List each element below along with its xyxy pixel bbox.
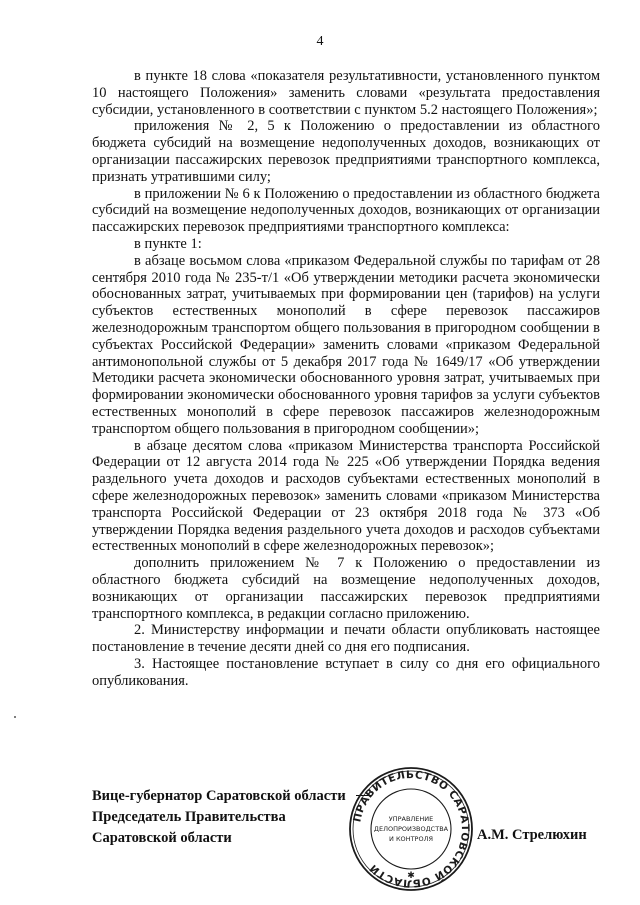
paragraph-publication-order: 2. Министерству информации и печати области опубликовать настоящее постановление в течение десяти дней со дня его подписания. xyxy=(92,622,600,656)
signature-block xyxy=(92,786,346,849)
seal-outer-text: ПРАВИТЕЛЬСТВО САРАТОВСКОЙ ОБЛАСТИ xyxy=(351,768,472,890)
page-number: 4 xyxy=(316,34,324,49)
seal-inner-line: ДЕЛОПРОИЗВОДСТВА xyxy=(373,825,449,833)
signatory-name: А.М. Стрелюхин xyxy=(477,827,587,843)
paragraph-eighth-subparagraph: в абзаце восьмом слова «приказом Федеральной службы по тарифам от 28 сентября 2010 года № 235-т/1 «Об утверждении методики расчета экономически обоснованных затрат, учитываемых при формировании цен (тарифов) на услуги субъектов естественных монополий в сфере перевозок пассажиров железнодорожным транспортом общего пользования в пригородном сообщении в субъектах Российской Федерации» заменить словами «приказом Федеральной антимонопольной службы от 5 декабря 2017 года № 1649/17 «Об утверждении Методики расчета экономически обоснованного уровня затрат, учитываемых при формировании экономически обоснованного уровня тарифов за услуги субъектов естественных монополий в сфере перевозок пассажиров железнодорожным транспортом общего пользования в пригородном сообщении»; xyxy=(92,252,600,437)
signature-position-line: Вице-губернатор Саратовской области xyxy=(92,788,346,804)
paragraph-annex-7-addition: дополнить приложением № 7 к Положению о предоставлении из областного бюджета субсидий на возмещение недополученных доходов, возникающих от организации пассажирских перевозок предприятиями транспортного комплекса, в редакции согласно приложению. xyxy=(92,555,600,622)
seal-inner-line: УПРАВЛЕНИЕ xyxy=(388,815,434,823)
paragraph-item-18-amendment: в пункте 18 слова «показателя результативности, установленного пунктом 10 настоящего Положения» заменить словами «результата предоставления субсидии, установленного в соответствии с пунктом 5.2 настоящего Положения»; xyxy=(92,68,600,118)
paragraph-annexes-invalidated: приложения № 2, 5 к Положению о предоставлении из областного бюджета субсидий на возмещение недополученных доходов, возникающих от организации пассажирских перевозок предприятиями транспортного комплекса, признать утратившими силу; xyxy=(92,118,600,185)
official-seal xyxy=(348,766,474,892)
seal-star-icon: ✱ xyxy=(407,871,415,881)
paragraph-tenth-subparagraph: в абзаце десятом слова «приказом Министерства транспорта Российской Федерации от 12 августа 2014 года № 225 «Об утверждении Порядка ведения раздельного учета доходов и расходов субъектами естественных монополий в сфере железнодорожных перевозок» заменить словами «приказом Министерства транспорта Российской Федерации от 23 октября 2018 года № 373 «Об утверждении Порядка ведения раздельного учета доходов и расходов субъектами естественных монополий в сфере железнодорожных перевозок»; xyxy=(92,437,600,555)
signature-position-line: Председатель Правительства xyxy=(92,809,286,825)
seal-inner-line: И КОНТРОЛЯ xyxy=(389,835,433,843)
margin-mark xyxy=(14,716,16,718)
paragraph-entry-into-force: 3. Настоящее постановление вступает в силу со дня его официального опубликования. xyxy=(92,655,600,689)
document-body xyxy=(92,68,600,689)
paragraph-item-1-intro: в пункте 1: xyxy=(134,235,202,252)
signature-position-line: Саратовской области xyxy=(92,830,232,846)
paragraph-annex-6-intro: в приложении № 6 к Положению о предоставлении из областного бюджета субсидий на возмещение недополученных доходов, возникающих от организации пассажирских перевозок предприятиями транспортного комплекса: xyxy=(92,185,600,236)
